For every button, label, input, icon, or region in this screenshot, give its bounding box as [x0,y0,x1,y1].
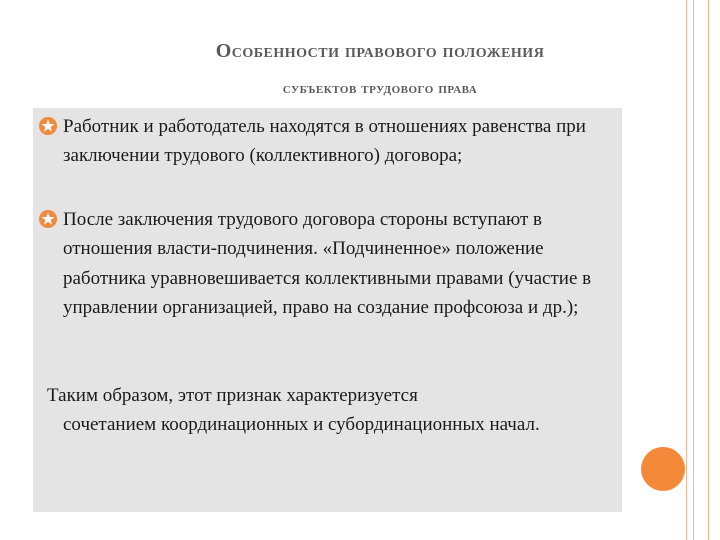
content-box [33,108,622,512]
slide-title-line-2: субъектов трудового права [282,80,478,97]
conclusion-rest: сочетанием координационных и субординационных начал. [63,414,540,436]
star-bullet-icon [39,117,57,135]
slide-title-line-1: Особенности правового положения [215,40,545,62]
bullet-item-1 [63,112,618,171]
bullet-item-2 [63,205,618,322]
conclusion-line-1: Таким образом, этот признак характеризуется [47,385,418,406]
star-bullet-icon [39,210,57,228]
conclusion-paragraph [47,381,617,440]
bullet-text-2: После заключения трудового договора стороны вступают в отношения власти-подчинения. «Подчиненное» положение работника уравновешивается коллективными правами (участие в управлении организацией, право на создание профсоюза и др.); [63,209,592,318]
orange-circle-icon [641,447,685,491]
bullet-text-1: Работник и работодатель находятся в отношениях равенства при заключении трудового (коллективного) договора; [63,116,586,167]
